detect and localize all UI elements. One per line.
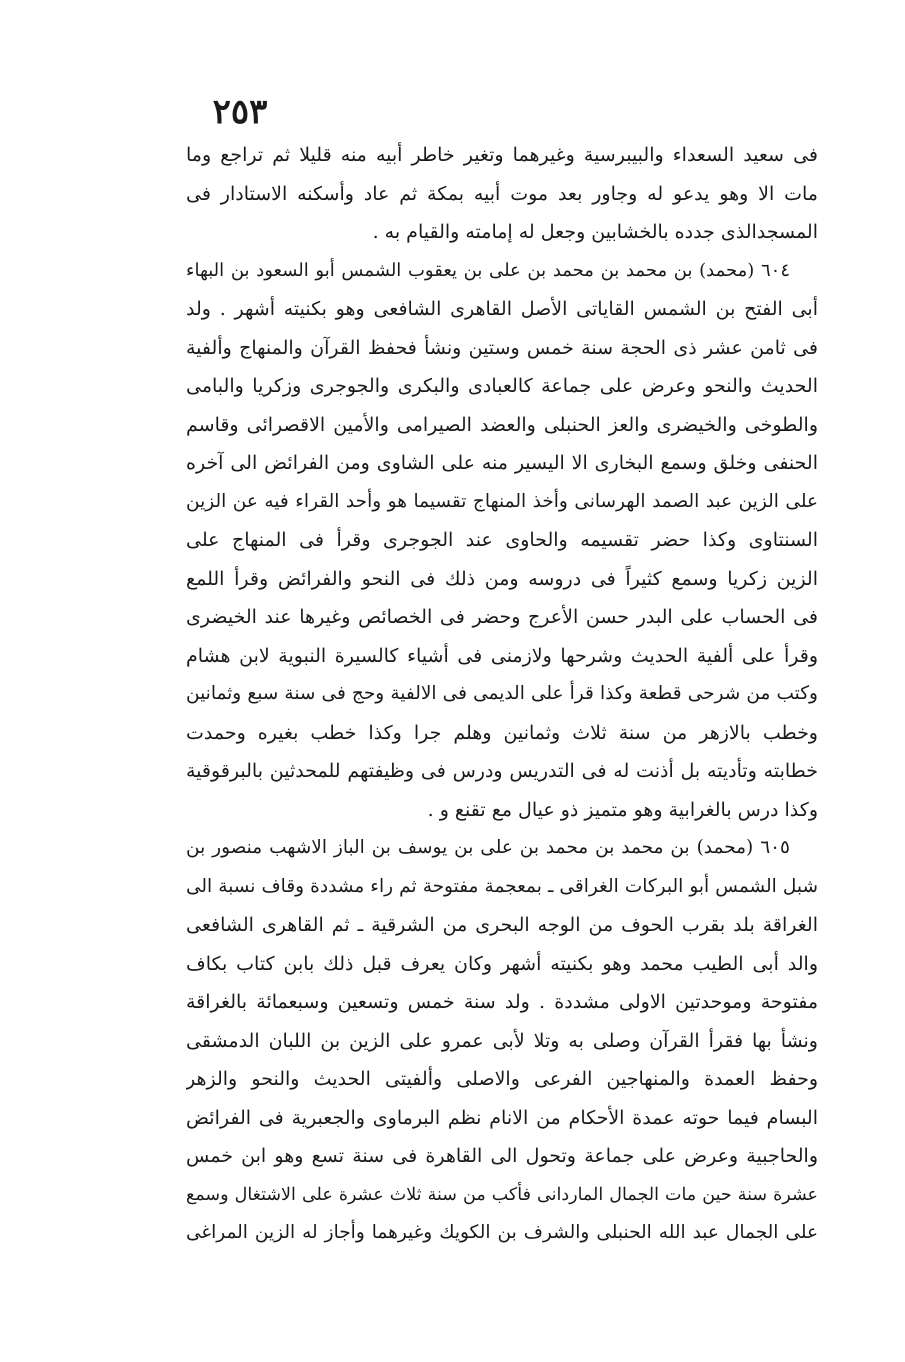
text-line: والحاجبية وعرض على جماعة وتحول الى القاهرة فى سنة تسع وهو ابن خمس: [186, 1145, 818, 1167]
text-line: البسام فيما حوته عمدة الأحكام من الانام نظم البرماوى والجعبرية فى الفرائض: [186, 1106, 818, 1129]
text-line: وحفظ العمدة والمنهاجين الفرعى والاصلى وألفيتى الحديث والنحو والزهر: [186, 1068, 818, 1090]
text-line: عشرة سنة حين مات الجمال الماردانى فأكب من سنة ثلاث عشرة على الاشتغال وسمع: [186, 1184, 818, 1205]
text-line: على الجمال عبد الله الحنبلى والشرف بن الكويك وغيرهما وأجاز له الزين المراغى: [186, 1222, 818, 1243]
entry-605-heading-line: ٦٠٥ (محمد) بن محمد بن محمد بن على بن يوسف بن الباز الاشهب منصور بن: [186, 837, 790, 858]
page-body-text: [186, 136, 818, 1253]
text-line: فى ثامن عشر ذى الحجة سنة خمس وستين ونشأ فحفظ القرآن والمنهاج وألفية: [186, 336, 818, 359]
text-line: فى سعيد السعداء والبيبرسية وغيرهما وتغير خاطر أبيه منه قليلا ثم تراجع وما: [186, 144, 818, 166]
text-line: وخطب بالازهر من سنة ثلاث وثمانين وهلم جرا وكذا خطب بغيره وحمدت: [186, 721, 818, 744]
text-line: المسجدالذى جدده بالخشابين وجعل له إمامته والقيام به .: [372, 221, 818, 243]
text-line: خطابته وتأديته بل أذنت له فى التدريس ودرس فى وظيفتهم للمحدثين بالبرقوقية: [186, 760, 818, 782]
text-line: ونشأ بها فقرأ القرآن وصلى به وتلا لأبى عمرو على الزين بن اللبان الدمشقى: [186, 1029, 818, 1052]
text-line: وكتب من شرحى قطعة وكذا قرأ على الديمى فى الالفية وحج فى سنة سبع وثمانين: [186, 683, 818, 704]
text-line: والد أبى الطيب محمد وهو بكنيته أشهر وكان يعرف قبل ذلك بابن كتاب بكاف: [186, 952, 818, 975]
text-line: وكذا درس بالغرابية وهو متميز ذو عيال مع تقنع و .: [427, 798, 818, 821]
text-line: الحديث والنحو وعرض على جماعة كالعبادى والبكرى والجوجرى وزكريا والبامى: [186, 375, 818, 397]
entry-604-heading-line: ٦٠٤ (محمد) بن محمد بن محمد بن على بن يعقوب الشمس أبو السعود بن البهاء: [186, 259, 790, 281]
text-line: مات الا وهو يدعو له وجاور بعد موت أبيه بمكة ثم عاد وأسكنه الاستادار فى: [186, 182, 818, 205]
text-line: وقرأ على ألفية الحديث وشرحها ولازمنى فى أشياء كالسيرة النبوية لابن هشام: [186, 644, 818, 667]
text-line: الزين زكريا وسمع كثيراً فى دروسه ومن ذلك فى النحو والفرائض وقرأ اللمع: [186, 567, 818, 590]
text-line: الغراقة بلد بقرب الحوف من الوجه البحرى من الشرقية ـ ثم القاهرى الشافعى: [186, 914, 818, 936]
text-line: فى الحساب على البدر حسن الأعرج وحضر فى الخصائص وغيرها عند الخيضرى: [186, 606, 818, 628]
text-line: على الزين عبد الصمد الهرسانى وأخذ المنهاج تقسيما هو وأحد القراء فيه عن الزين: [186, 490, 818, 512]
text-line: أبى الفتح بن الشمس القاياتى الأصل القاهرى الشافعى وهو بكنيته أشهر . ولد: [186, 298, 818, 320]
text-line: مفتوحة وموحدتين الاولى مشددة . ولد سنة خمس وتسعين وسبعمائة بالغراقة: [186, 991, 818, 1013]
text-line: والطوخى والخيضرى والعز الحنبلى والعضد الصيرامى والأمين الاقصرائى وقاسم: [186, 413, 818, 436]
text-line: الحنفى وخلق وسمع البخارى الا اليسير منه على الشاوى ومن الفرائض الى آخره: [186, 452, 818, 474]
page-number: ٢٥٣: [212, 92, 268, 132]
text-line: شبل الشمس أبو البركات الغراقى ـ بمعجمة مفتوحة ثم راء مشددة وقاف نسبة الى: [186, 875, 818, 897]
text-line: السنتاوى وكذا حضر تقسيمه والحاوى عند الجوجرى وقرأ فى المنهاج على: [186, 529, 818, 551]
